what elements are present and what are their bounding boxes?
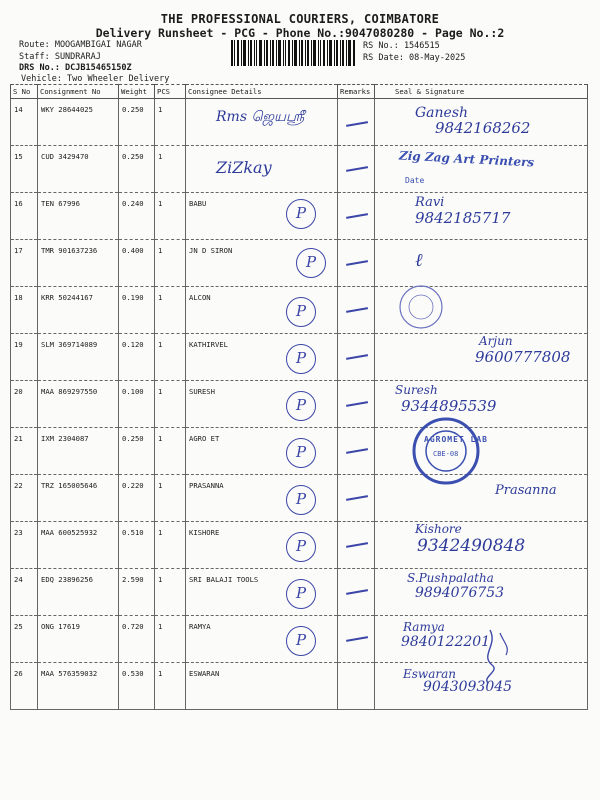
consignee-name: SRI BALAJI TOOLS bbox=[189, 575, 259, 584]
consignee-name: KATHIRVEL bbox=[189, 340, 228, 349]
rs-date-field: RS Date: 08-May-2025 bbox=[363, 53, 466, 63]
consignee-cell bbox=[186, 616, 338, 663]
pcs-cell: 1 bbox=[155, 522, 186, 569]
sno-cell: 18 bbox=[11, 287, 38, 334]
delivered-p-mark: P bbox=[286, 391, 316, 421]
signature-scribble: Suresh bbox=[395, 383, 438, 397]
remark-mark bbox=[346, 495, 368, 500]
remarks-cell bbox=[338, 616, 375, 663]
consignee-name: BABU bbox=[189, 199, 207, 208]
handwritten-phone: 9600777808 bbox=[475, 348, 571, 366]
remark-mark bbox=[346, 260, 368, 265]
delivered-p-mark: P bbox=[286, 626, 316, 656]
runsheet-subtitle: Delivery Runsheet - PCG - Phone No.:9047080280 - Page No.:2 bbox=[95, 26, 505, 40]
delivered-p-mark: P bbox=[286, 438, 316, 468]
delivered-p-mark: P bbox=[286, 485, 316, 515]
consignee-cell bbox=[186, 240, 338, 287]
signature-scribble: Eswaran bbox=[403, 667, 456, 681]
vehicle-field: Vehicle: Two Wheeler Delivery bbox=[21, 74, 170, 84]
pcs-cell: 1 bbox=[155, 193, 186, 240]
consignment-cell: KRR 50244167 bbox=[38, 287, 119, 334]
header-consignee: Consignee Details bbox=[186, 85, 338, 99]
weight-cell: 0.220 bbox=[119, 475, 155, 522]
table-row bbox=[11, 381, 588, 428]
remark-mark bbox=[346, 307, 368, 312]
signature-cell bbox=[375, 334, 588, 381]
weight-cell: 0.530 bbox=[119, 663, 155, 710]
weight-cell: 0.250 bbox=[119, 99, 155, 146]
pcs-cell: 1 bbox=[155, 240, 186, 287]
pcs-cell: 1 bbox=[155, 475, 186, 522]
table-header-row bbox=[11, 85, 588, 99]
consignment-cell: MAA 576359032 bbox=[38, 663, 119, 710]
signature-cell bbox=[375, 193, 588, 240]
seal-text: AGROMET LAB bbox=[424, 435, 488, 444]
drs-field: DRS No.: DCJB15465150Z bbox=[19, 63, 132, 73]
weight-cell: 2.590 bbox=[119, 569, 155, 616]
sno-cell: 26 bbox=[11, 663, 38, 710]
remark-mark bbox=[346, 354, 368, 359]
signature-scribble: Prasanna bbox=[495, 483, 557, 498]
seal-subtext: CBE-08 bbox=[433, 450, 459, 458]
pcs-cell: 1 bbox=[155, 99, 186, 146]
handwritten-name: Rms ஜெயஸ்ரீ bbox=[216, 109, 305, 125]
signature-cell bbox=[375, 146, 588, 193]
zigzag-stamp: Zig Zag Art Printers bbox=[398, 148, 535, 170]
consignee-name: ESWARAN bbox=[189, 669, 220, 678]
signature-cell bbox=[375, 522, 588, 569]
signature-scribble: Ramya bbox=[403, 620, 445, 634]
pcs-cell: 1 bbox=[155, 569, 186, 616]
pcs-cell: 1 bbox=[155, 616, 186, 663]
staff-field: Staff: SUNDRARAJ bbox=[19, 52, 101, 62]
table-row bbox=[11, 522, 588, 569]
remark-mark bbox=[346, 542, 368, 547]
header-remarks: Remarks bbox=[338, 85, 375, 99]
sno-cell: 17 bbox=[11, 240, 38, 287]
sno-cell: 21 bbox=[11, 428, 38, 475]
weight-cell: 0.250 bbox=[119, 428, 155, 475]
remarks-cell bbox=[338, 663, 375, 710]
pcs-cell: 1 bbox=[155, 287, 186, 334]
remarks-cell bbox=[338, 287, 375, 334]
remarks-cell bbox=[338, 569, 375, 616]
sno-cell: 25 bbox=[11, 616, 38, 663]
signature-scribble: S.Pushpalatha bbox=[407, 571, 494, 585]
header-consignment: Consignment No bbox=[38, 85, 119, 99]
table-row bbox=[11, 428, 588, 475]
table-row bbox=[11, 569, 588, 616]
remark-mark bbox=[346, 589, 368, 594]
remark-mark bbox=[346, 636, 368, 641]
pcs-cell: 1 bbox=[155, 381, 186, 428]
stamp-date-label: Date bbox=[405, 176, 425, 185]
trailing-pen-scribble-icon bbox=[470, 625, 520, 685]
pcs-cell: 1 bbox=[155, 428, 186, 475]
signature-cell bbox=[375, 428, 588, 475]
table-row bbox=[11, 475, 588, 522]
remarks-cell bbox=[338, 240, 375, 287]
table-row bbox=[11, 193, 588, 240]
consignee-cell bbox=[186, 522, 338, 569]
sno-cell: 14 bbox=[11, 99, 38, 146]
round-seal-icon bbox=[397, 283, 445, 331]
signature-cell bbox=[375, 99, 588, 146]
handwritten-name: ZiZkay bbox=[216, 158, 272, 177]
consignment-cell: IXM 2304087 bbox=[38, 428, 119, 475]
consignment-cell: TRZ 165005646 bbox=[38, 475, 119, 522]
delivered-p-mark: P bbox=[296, 248, 326, 278]
handwritten-phone: 9842168262 bbox=[435, 119, 531, 137]
remark-mark bbox=[346, 166, 368, 171]
remark-mark bbox=[346, 448, 368, 453]
consignee-cell bbox=[186, 475, 338, 522]
runsheet-table bbox=[10, 84, 588, 710]
handwritten-phone: 9840122201 bbox=[401, 634, 491, 650]
weight-cell: 0.240 bbox=[119, 193, 155, 240]
consignment-cell: MAA 869297550 bbox=[38, 381, 119, 428]
table-row bbox=[11, 287, 588, 334]
handwritten-phone: 9043093045 bbox=[423, 679, 513, 695]
remarks-cell bbox=[338, 193, 375, 240]
header-sno: S No bbox=[11, 85, 38, 99]
sno-cell: 19 bbox=[11, 334, 38, 381]
weight-cell: 0.510 bbox=[119, 522, 155, 569]
remarks-cell bbox=[338, 475, 375, 522]
consignee-cell bbox=[186, 334, 338, 381]
header-pcs: PCS bbox=[155, 85, 186, 99]
delivered-p-mark: P bbox=[286, 579, 316, 609]
remark-mark bbox=[346, 121, 368, 126]
consignment-cell: TEN 67996 bbox=[38, 193, 119, 240]
pcs-cell: 1 bbox=[155, 334, 186, 381]
signature-cell bbox=[375, 240, 588, 287]
consignee-name: JN D SIRON bbox=[189, 246, 233, 255]
signature-cell bbox=[375, 381, 588, 428]
remark-mark bbox=[346, 213, 368, 218]
remarks-cell bbox=[338, 381, 375, 428]
consignee-name: ALCON bbox=[189, 293, 211, 302]
consignment-cell: ONG 17619 bbox=[38, 616, 119, 663]
weight-cell: 0.720 bbox=[119, 616, 155, 663]
consignee-name: SURESH bbox=[189, 387, 215, 396]
sno-cell: 23 bbox=[11, 522, 38, 569]
pcs-cell: 1 bbox=[155, 663, 186, 710]
consignee-name: AGRO ET bbox=[189, 434, 220, 443]
delivered-p-mark: P bbox=[286, 344, 316, 374]
handwritten-phone: 9842185717 bbox=[415, 209, 511, 227]
consignee-cell bbox=[186, 287, 338, 334]
signature-scribble: Ravi bbox=[415, 195, 445, 210]
delivered-p-mark: P bbox=[286, 199, 316, 229]
consignee-cell bbox=[186, 428, 338, 475]
remarks-cell bbox=[338, 99, 375, 146]
handwritten-phone: 9894076753 bbox=[415, 585, 505, 601]
table-row bbox=[11, 334, 588, 381]
sno-cell: 22 bbox=[11, 475, 38, 522]
consignment-cell: EDQ 23896256 bbox=[38, 569, 119, 616]
consignee-cell bbox=[186, 146, 338, 193]
remark-mark bbox=[346, 401, 368, 406]
sno-cell: 15 bbox=[11, 146, 38, 193]
barcode-icon bbox=[231, 40, 355, 66]
consignment-cell: MAA 600525932 bbox=[38, 522, 119, 569]
consignment-cell: CUD 3429470 bbox=[38, 146, 119, 193]
sno-cell: 16 bbox=[11, 193, 38, 240]
consignee-name: RAMYA bbox=[189, 622, 211, 631]
signature-scribble: Arjun bbox=[479, 334, 513, 348]
signature-scribble: ℓ bbox=[415, 250, 423, 271]
remarks-cell bbox=[338, 146, 375, 193]
table-row bbox=[11, 99, 588, 146]
delivered-p-mark: P bbox=[286, 297, 316, 327]
consignee-cell bbox=[186, 193, 338, 240]
consignee-cell bbox=[186, 99, 338, 146]
weight-cell: 0.190 bbox=[119, 287, 155, 334]
consignee-cell bbox=[186, 381, 338, 428]
weight-cell: 0.400 bbox=[119, 240, 155, 287]
remarks-cell bbox=[338, 428, 375, 475]
rs-number-field: RS No.: 1546515 bbox=[363, 41, 440, 51]
weight-cell: 0.120 bbox=[119, 334, 155, 381]
table-row bbox=[11, 240, 588, 287]
signature-cell bbox=[375, 475, 588, 522]
company-title: THE PROFESSIONAL COURIERS, COIMBATORE bbox=[160, 12, 440, 26]
consignee-cell bbox=[186, 663, 338, 710]
weight-cell: 0.100 bbox=[119, 381, 155, 428]
sno-cell: 24 bbox=[11, 569, 38, 616]
consignee-cell bbox=[186, 569, 338, 616]
delivered-p-mark: P bbox=[286, 532, 316, 562]
signature-cell bbox=[375, 569, 588, 616]
consignment-cell: SLM 369714089 bbox=[38, 334, 119, 381]
remarks-cell bbox=[338, 334, 375, 381]
weight-cell: 0.250 bbox=[119, 146, 155, 193]
handwritten-phone: 9342490848 bbox=[417, 536, 526, 556]
signature-cell bbox=[375, 287, 588, 334]
table-row bbox=[11, 146, 588, 193]
signature-scribble: Ganesh bbox=[415, 105, 469, 121]
consignee-name: KISHORE bbox=[189, 528, 220, 537]
sno-cell: 20 bbox=[11, 381, 38, 428]
pcs-cell: 1 bbox=[155, 146, 186, 193]
remarks-cell bbox=[338, 522, 375, 569]
route-field: Route: MOOGAMBIGAI NAGAR bbox=[19, 40, 142, 50]
header-signature: Seal & Signature bbox=[375, 85, 588, 99]
header-weight: Weight bbox=[119, 85, 155, 99]
signature-scribble: Kishore bbox=[415, 522, 462, 536]
consignment-cell: TMR 901637236 bbox=[38, 240, 119, 287]
consignee-name: PRASANNA bbox=[189, 481, 224, 490]
consignment-cell: WKY 28644025 bbox=[38, 99, 119, 146]
handwritten-phone: 9344895539 bbox=[401, 397, 497, 415]
